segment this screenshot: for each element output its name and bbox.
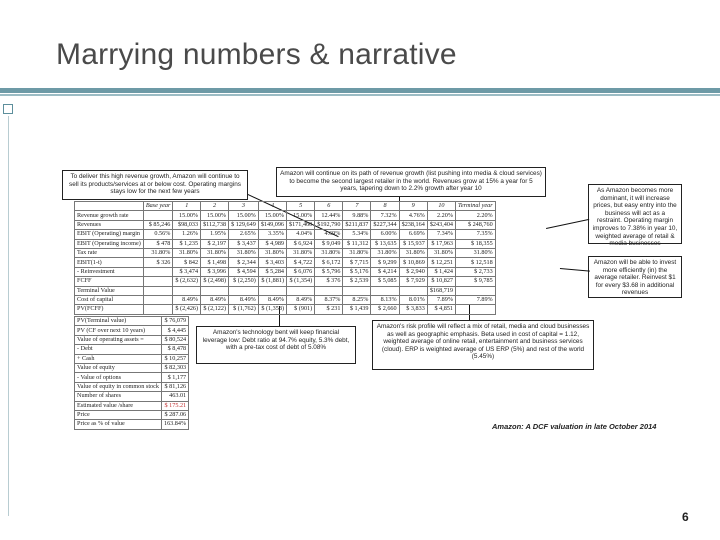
value-cell: 31.80% — [201, 248, 229, 257]
table-row — [75, 345, 189, 354]
table-row — [75, 239, 496, 248]
table-row — [75, 354, 189, 363]
slide-title: Marrying numbers & narrative — [56, 38, 457, 71]
table-row — [75, 420, 189, 429]
value-cell: $ 7,715 — [343, 258, 371, 267]
table-row — [75, 211, 496, 220]
value-cell: $ 10,257 — [161, 354, 188, 363]
value-cell: 15.00% — [258, 211, 286, 220]
table-header-cell — [75, 202, 144, 211]
value-cell: $ 478 — [143, 239, 173, 248]
value-cell: 31.80% — [229, 248, 259, 257]
header-band-dark — [0, 88, 720, 93]
value-cell: 4.04% — [287, 230, 315, 239]
valuation-summary-table — [74, 316, 189, 430]
value-cell: 163.84% — [161, 420, 188, 429]
row-label-cell: PV (CF over next 10 years) — [75, 326, 162, 335]
value-cell: $ 287.06 — [161, 410, 188, 419]
value-cell: $ 3,437 — [229, 239, 259, 248]
value-cell: 15.00% — [287, 211, 315, 220]
row-label-cell: - Debt — [75, 345, 162, 354]
table-row — [75, 295, 496, 304]
value-cell: $ 10,827 — [427, 277, 455, 286]
table-row — [75, 335, 189, 344]
table-row — [75, 258, 496, 267]
value-cell: 8.49% — [229, 295, 259, 304]
value-cell: $ 1,177 — [161, 373, 188, 382]
value-cell — [258, 286, 286, 295]
value-cell: $ 1,235 — [173, 239, 201, 248]
value-cell: 7.32% — [371, 211, 399, 220]
value-cell: 31.80% — [315, 248, 343, 257]
value-cell: $ (1,762) — [229, 305, 259, 314]
value-cell: 15.00% — [201, 211, 229, 220]
dcf-projection-table — [74, 201, 496, 315]
value-cell: $ (2,250) — [229, 277, 259, 286]
value-cell: 8.49% — [287, 295, 315, 304]
row-label-cell: Tax rate — [75, 248, 144, 257]
table-row — [75, 230, 496, 239]
value-cell: 7.35% — [456, 230, 496, 239]
row-label-cell: PV(FCFF) — [75, 305, 144, 314]
row-label-cell: Number of shares — [75, 392, 162, 401]
value-cell — [143, 211, 173, 220]
row-label-cell: Revenue growth rate — [75, 211, 144, 220]
row-label-cell: - Reinvestment — [75, 267, 144, 276]
value-cell — [315, 286, 343, 295]
value-cell: $ (1,881) — [258, 277, 286, 286]
value-cell: $149,096 — [258, 220, 286, 229]
value-cell: $ 12,518 — [456, 258, 496, 267]
table-header-cell: Terminal year — [456, 202, 496, 211]
value-cell: $227,344 — [371, 220, 399, 229]
value-cell: $ 3,833 — [399, 305, 427, 314]
value-cell: 31.80% — [343, 248, 371, 257]
value-cell: 8.49% — [173, 295, 201, 304]
row-label-cell: Estimated value /share — [75, 401, 162, 410]
value-cell: 6.69% — [399, 230, 427, 239]
row-label-cell: Terminal Value — [75, 286, 144, 295]
table-row — [75, 401, 189, 410]
callout-retailer-growth: Amazon will continue on its path of revenue growth (list pushing into media & cloud services) to become the second largest retailer in the world. Revenues grow at 15% a year for 5 years, tapering down to 2.2% growth after year 10 — [276, 167, 546, 197]
value-cell: $ 3,996 — [201, 267, 229, 276]
value-cell: $211,837 — [343, 220, 371, 229]
value-cell: 0.56% — [143, 230, 173, 239]
left-guide-line — [8, 116, 9, 516]
row-label-cell: Revenues — [75, 220, 144, 229]
value-cell: $ 2,539 — [343, 277, 371, 286]
value-cell: $ 76,079 — [161, 317, 188, 326]
value-cell: 1.26% — [173, 230, 201, 239]
row-label-cell: Value of equity in common stock — [75, 382, 162, 391]
table-header-row — [75, 202, 496, 211]
table-header-cell: Base year — [143, 202, 173, 211]
table-row — [75, 326, 189, 335]
value-cell: $ 4,851 — [427, 305, 455, 314]
value-cell: $ 9,299 — [371, 258, 399, 267]
table-header-cell: 2 — [201, 202, 229, 211]
value-cell: $ 4,989 — [258, 239, 286, 248]
value-cell: 9.88% — [343, 211, 371, 220]
value-cell: 8.49% — [258, 295, 286, 304]
value-cell: $ (2,632) — [173, 277, 201, 286]
value-cell: $ (1,358) — [258, 305, 286, 314]
value-cell: $ 2,733 — [456, 267, 496, 276]
row-label-cell: Price — [75, 410, 162, 419]
value-cell: 31.80% — [399, 248, 427, 257]
value-cell: 4.76% — [399, 211, 427, 220]
callout-revenue-growth: To deliver this high revenue growth, Amazon will continue to sell its products/services at or below cost. Operating margins stays low for the next few years — [62, 170, 248, 200]
row-label-cell: Value of operating assets = — [75, 335, 162, 344]
value-cell: $ (1,354) — [287, 277, 315, 286]
table-row — [75, 373, 189, 382]
row-label-cell: PV(Terminal value) — [75, 317, 162, 326]
value-cell — [399, 286, 427, 295]
value-cell: $ 2,197 — [201, 239, 229, 248]
value-cell — [143, 277, 173, 286]
value-cell: $238,164 — [399, 220, 427, 229]
value-cell: $ 2,660 — [371, 305, 399, 314]
value-cell: $ 11,312 — [343, 239, 371, 248]
value-cell: $ 4,445 — [161, 326, 188, 335]
value-cell: $ 7,929 — [399, 277, 427, 286]
value-cell: $ 2,344 — [229, 258, 259, 267]
value-cell: 31.80% — [287, 248, 315, 257]
table-row — [75, 220, 496, 229]
value-cell: $ 17,963 — [427, 239, 455, 248]
value-cell: $ 12,251 — [427, 258, 455, 267]
callout-reinvestment: Amazon will be able to invest more efficiently (in) the average retailer. Reinvest $1 for every $3.68 in additional revenues — [588, 256, 682, 298]
callout-operating-margin: As Amazon becomes more dominant, it will increase prices, but easy entry into the business will act as a restraint. Operating margin improves to 7.38% in year 10, weighted average of retail & media businesses — [588, 184, 682, 244]
value-cell: 2.20% — [456, 211, 496, 220]
value-cell: $ 3,403 — [258, 258, 286, 267]
value-cell: $ 3,474 — [173, 267, 201, 276]
value-cell: 7.89% — [456, 295, 496, 304]
value-cell: $ 6,076 — [287, 267, 315, 276]
value-cell: $ 18,355 — [456, 239, 496, 248]
value-cell: 3.35% — [258, 230, 286, 239]
table-row — [75, 277, 496, 286]
value-cell: $ 376 — [315, 277, 343, 286]
value-cell — [143, 305, 173, 314]
table-header-cell: 10 — [427, 202, 455, 211]
value-cell: 8.37% — [315, 295, 343, 304]
value-cell: $ 4,594 — [229, 267, 259, 276]
value-cell: 2.20% — [427, 211, 455, 220]
value-cell: $ 4,214 — [371, 267, 399, 276]
value-cell — [229, 286, 259, 295]
value-cell: $ 4,722 — [287, 258, 315, 267]
hollow-square-bullet-icon — [3, 104, 13, 114]
callout-financial-leverage: Amazon's technology bent will keep financial leverage low: Debt ratio at 94.7% equity, 5.3% debt, with a pre-tax cost of debt of 5.08% — [196, 326, 356, 364]
value-cell: 15.00% — [173, 211, 201, 220]
value-cell: 7.34% — [427, 230, 455, 239]
value-cell: $ 1,424 — [427, 267, 455, 276]
value-cell: 8.25% — [343, 295, 371, 304]
value-cell: 31.80% — [427, 248, 455, 257]
value-cell: 8.49% — [201, 295, 229, 304]
value-cell: $ 6,924 — [287, 239, 315, 248]
value-cell: $ 842 — [173, 258, 201, 267]
table-row — [75, 267, 496, 276]
header-band — [0, 88, 720, 89]
table-row — [75, 363, 189, 372]
table-header-cell: 9 — [399, 202, 427, 211]
value-cell — [173, 286, 201, 295]
value-cell: $ 231 — [315, 305, 343, 314]
value-cell: $112,738 — [201, 220, 229, 229]
table-row — [75, 392, 189, 401]
value-cell: 4.69% — [315, 230, 343, 239]
value-cell: 12.44% — [315, 211, 343, 220]
row-label-cell: Value of equity — [75, 363, 162, 372]
table-row — [75, 286, 496, 295]
value-cell: $171,460 — [287, 220, 315, 229]
value-cell: 15.00% — [229, 211, 259, 220]
value-cell: 31.80% — [143, 248, 173, 257]
table-header-cell: 8 — [371, 202, 399, 211]
value-cell: $ 5,284 — [258, 267, 286, 276]
value-cell: $98,033 — [173, 220, 201, 229]
table-row — [75, 305, 496, 314]
value-cell — [371, 286, 399, 295]
value-cell — [143, 267, 173, 276]
table-header-cell: 6 — [315, 202, 343, 211]
value-cell: $ 1,498 — [201, 258, 229, 267]
value-cell: $ (2,426) — [173, 305, 201, 314]
table-header-cell: 1 — [173, 202, 201, 211]
value-cell: $ 5,176 — [343, 267, 371, 276]
value-cell: $ 80,524 — [161, 335, 188, 344]
value-cell: $ 10,869 — [399, 258, 427, 267]
value-cell: $ (2,498) — [201, 277, 229, 286]
value-cell: $ 248,760 — [456, 220, 496, 229]
row-label-cell: + Cash — [75, 354, 162, 363]
value-cell: $ 326 — [143, 258, 173, 267]
value-cell: $ 5,796 — [315, 267, 343, 276]
table-header-cell: 4 — [258, 202, 286, 211]
value-cell: $ 9,049 — [315, 239, 343, 248]
value-cell: $168,719 — [427, 286, 455, 295]
value-cell: $ 1,439 — [343, 305, 371, 314]
value-cell: $ 82,303 — [161, 363, 188, 372]
value-cell: 7.89% — [427, 295, 455, 304]
value-cell: $ 13,635 — [371, 239, 399, 248]
value-cell: $ (901) — [287, 305, 315, 314]
value-cell: $192,790 — [315, 220, 343, 229]
value-cell: 31.80% — [173, 248, 201, 257]
value-cell — [343, 286, 371, 295]
value-cell: $ 175.21 — [161, 401, 188, 410]
value-cell — [201, 286, 229, 295]
table-header-cell: 5 — [287, 202, 315, 211]
figure-caption: Amazon: A DCF valuation in late October 2014 — [492, 422, 657, 431]
callout-risk-profile: Amazon's risk profile will reflect a mix of retail, media and cloud businesses as well as geographic emphasis. Beta used in cost of capital = 1.12, weighted average of online retail, entertainment and business services (cloud). ERP is weighted average of US ERP (5%) and rest of the world (5.45%) — [372, 320, 594, 370]
value-cell: 8.01% — [399, 295, 427, 304]
value-cell: $ 9,785 — [456, 277, 496, 286]
value-cell — [456, 286, 496, 295]
value-cell: 8.13% — [371, 295, 399, 304]
value-cell: 31.80% — [258, 248, 286, 257]
value-cell: 31.80% — [371, 248, 399, 257]
table-row — [75, 382, 189, 391]
table-row — [75, 248, 496, 257]
row-label-cell: Price as % of value — [75, 420, 162, 429]
value-cell: $ 129,649 — [229, 220, 259, 229]
row-label-cell: EBIT (Operating income) — [75, 239, 144, 248]
value-cell — [287, 286, 315, 295]
value-cell: $ 5,085 — [371, 277, 399, 286]
value-cell: $ (2,122) — [201, 305, 229, 314]
row-label-cell: EBIT(1-t) — [75, 258, 144, 267]
value-cell — [143, 295, 173, 304]
value-cell: $ 8,478 — [161, 345, 188, 354]
value-cell: $ 15,937 — [399, 239, 427, 248]
table-row — [75, 410, 189, 419]
table-header-cell: 3 — [229, 202, 259, 211]
row-label-cell: FCFF — [75, 277, 144, 286]
value-cell: 463.01 — [161, 392, 188, 401]
page-number: 6 — [682, 510, 689, 524]
value-cell — [456, 305, 496, 314]
header-band-light — [0, 94, 720, 96]
row-label-cell: EBIT (Operating) margin — [75, 230, 144, 239]
value-cell: 5.34% — [343, 230, 371, 239]
value-cell: $ 2,940 — [399, 267, 427, 276]
value-cell: $ 85,246 — [143, 220, 173, 229]
value-cell: $ 81,126 — [161, 382, 188, 391]
row-label-cell: - Value of options — [75, 373, 162, 382]
table-header-cell: 7 — [343, 202, 371, 211]
table-row — [75, 317, 189, 326]
value-cell: $ 6,172 — [315, 258, 343, 267]
value-cell: 2.65% — [229, 230, 259, 239]
value-cell: 1.95% — [201, 230, 229, 239]
value-cell: 6.00% — [371, 230, 399, 239]
row-label-cell: Cost of capital — [75, 295, 144, 304]
value-cell: $243,404 — [427, 220, 455, 229]
value-cell: 31.80% — [456, 248, 496, 257]
value-cell — [143, 286, 173, 295]
